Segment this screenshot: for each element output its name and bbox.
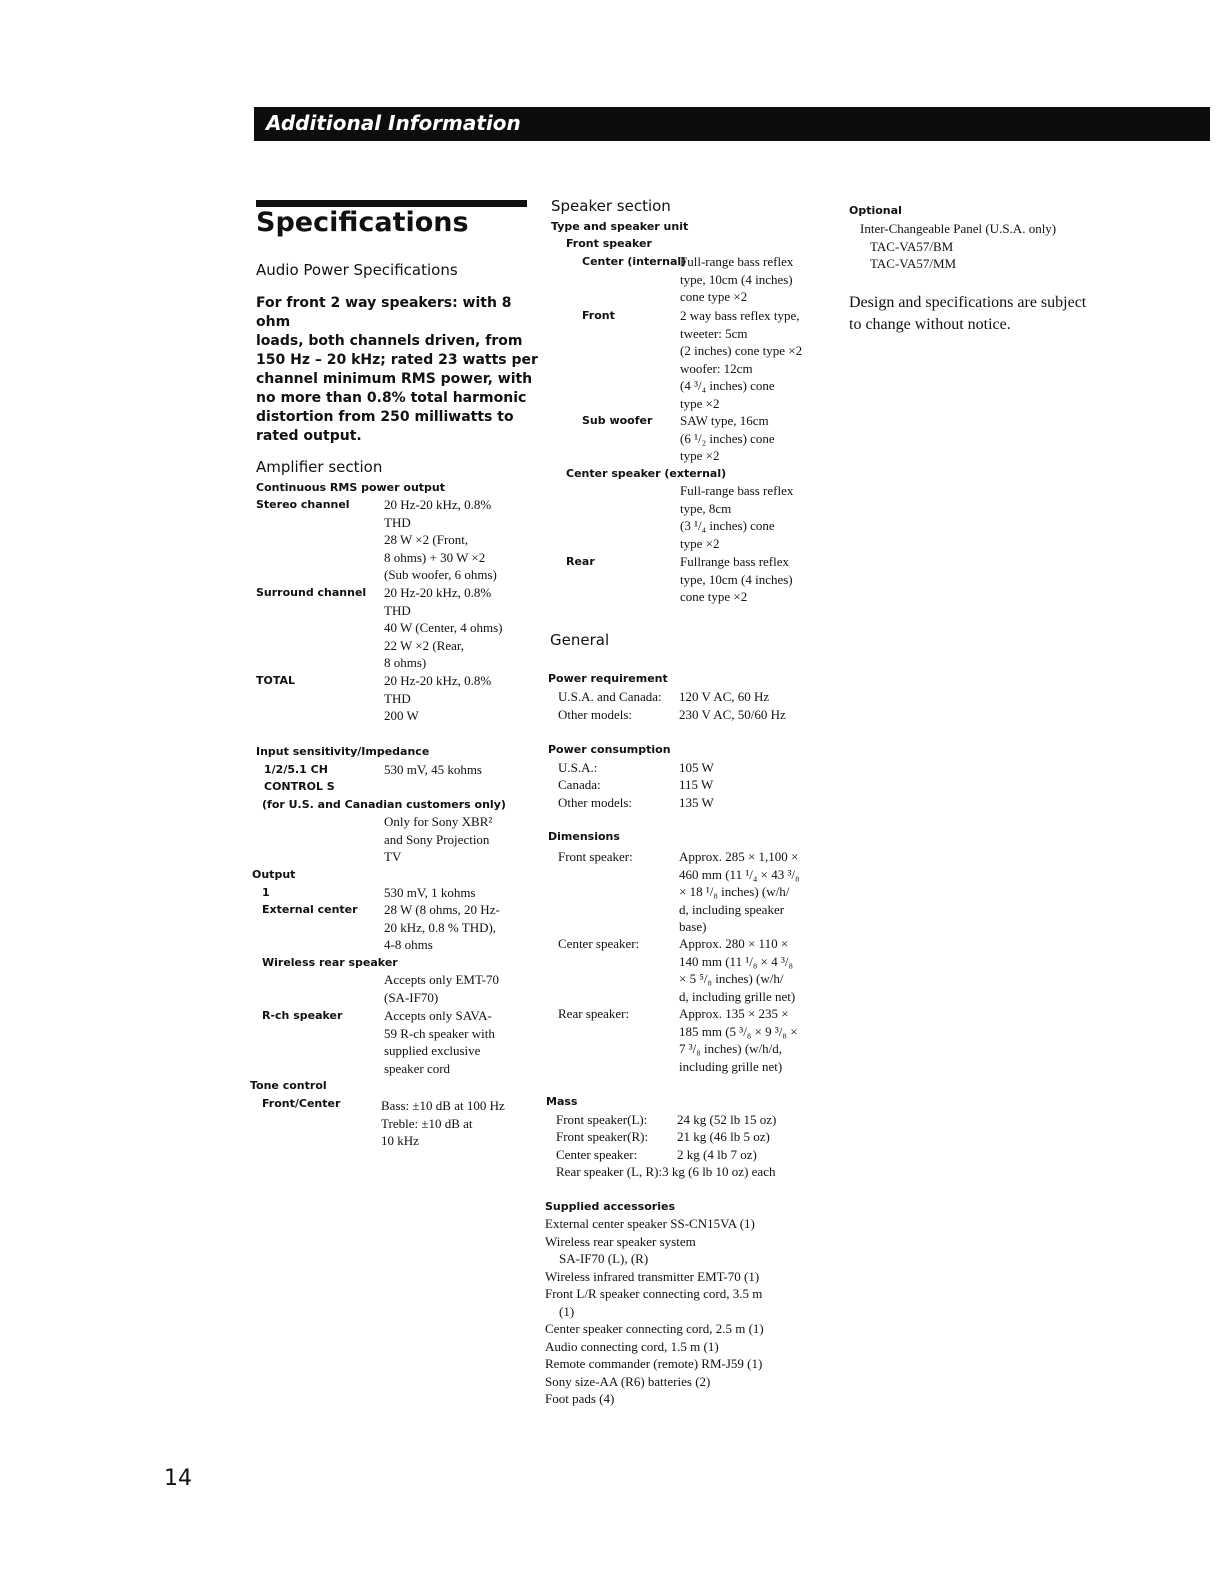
value-line: Full-range bass reflex bbox=[680, 254, 794, 269]
front-center-label: Front/Center bbox=[262, 1097, 341, 1110]
accessories-label: Supplied accessories bbox=[545, 1200, 675, 1213]
value-line: (SA-IF70) bbox=[384, 989, 439, 1005]
value-line: 7 ³/₈ inches) (w/h/d, bbox=[679, 1041, 783, 1056]
power-req-other-value: 230 V AC, 50/60 Hz bbox=[679, 707, 786, 722]
ch-label: 1/2/5.1 CH bbox=[264, 763, 328, 776]
mass-front-r-value: 21 kg (46 lb 5 oz) bbox=[677, 1129, 770, 1144]
tone-label: Tone control bbox=[250, 1079, 327, 1092]
title-rule bbox=[256, 200, 527, 207]
value-line: 4-8 ohms bbox=[384, 937, 433, 952]
value-line: 28 W ×2 (Front, bbox=[384, 532, 469, 547]
power-req-label: Power requirement bbox=[548, 672, 668, 685]
center-external-label: Center speaker (external) bbox=[566, 467, 727, 480]
mass-front-l-label: Front speaker(L): bbox=[556, 1112, 648, 1127]
dim-center-label: Center speaker: bbox=[558, 936, 640, 951]
audio-power-heading: Audio Power Specifications bbox=[256, 261, 458, 279]
value-line: d, including speaker bbox=[679, 901, 785, 917]
total-value bbox=[384, 672, 491, 725]
power-cons-usa-value: 105 W bbox=[679, 760, 714, 775]
control-label: CONTROL S bbox=[264, 780, 335, 793]
mass-rear: Rear speaker (L, R):3 kg (6 lb 10 oz) each bbox=[556, 1164, 776, 1179]
mass-front-l-value: 24 kg (52 lb 15 oz) bbox=[677, 1112, 777, 1127]
dim-rear-value bbox=[679, 1005, 798, 1075]
list-item: TAC-VA57/MM bbox=[870, 256, 957, 271]
value-line: woofer: 12cm bbox=[680, 360, 753, 376]
notice bbox=[849, 292, 1086, 336]
output-1-label: 1 bbox=[262, 886, 270, 899]
value-line: 28 W (8 ohms, 20 Hz- bbox=[384, 902, 500, 917]
notice-line: Design and specifications are subject bbox=[849, 294, 1087, 311]
output-1-value: 530 mV, 1 kohms bbox=[384, 885, 476, 900]
value-line: 460 mm (11 ¹/₄ × 43 ³/₈ bbox=[679, 866, 800, 882]
value-line: THD bbox=[384, 690, 411, 706]
rch-label: R-ch speaker bbox=[262, 1009, 343, 1022]
power-cons-usa-label: U.S.A.: bbox=[558, 760, 598, 775]
value-line: Accepts only SAVA- bbox=[384, 1008, 492, 1023]
power-req-other-label: Other models: bbox=[558, 707, 633, 722]
text-line: loads, both channels driven, from bbox=[256, 333, 523, 349]
value-line: 22 W ×2 (Rear, bbox=[384, 637, 464, 653]
value-line: 59 R-ch speaker with bbox=[384, 1025, 495, 1041]
optional-label: Optional bbox=[849, 204, 902, 217]
value-line: TV bbox=[384, 849, 402, 864]
section-banner bbox=[254, 107, 1210, 141]
mass-center-label: Center speaker: bbox=[556, 1147, 638, 1162]
stereo-label: Stereo channel bbox=[256, 498, 350, 511]
sub-woofer-value bbox=[680, 412, 775, 465]
value-line: type ×2 bbox=[680, 448, 720, 463]
value-line: 40 W (Center, 4 ohms) bbox=[384, 620, 503, 635]
text-line: 150 Hz – 20 kHz; rated 23 watts per bbox=[256, 352, 538, 368]
value-line: type, 8cm bbox=[680, 500, 732, 516]
power-req-us-label: U.S.A. and Canada: bbox=[558, 689, 662, 704]
power-cons-label: Power consumption bbox=[548, 743, 671, 756]
mass-label: Mass bbox=[546, 1095, 578, 1108]
list-item: Wireless rear speaker system bbox=[545, 1233, 696, 1249]
value-line: 8 ohms) + 30 W ×2 bbox=[384, 549, 486, 565]
center-internal-value bbox=[680, 253, 793, 306]
center-external-value bbox=[680, 482, 793, 552]
value-line: 2 way bass reflex type, bbox=[680, 308, 800, 323]
power-cons-other-value: 135 W bbox=[679, 795, 714, 810]
power-cons-other-label: Other models: bbox=[558, 795, 633, 810]
list-item: Foot pads (4) bbox=[545, 1391, 615, 1406]
continuous-label: Continuous RMS power output bbox=[256, 481, 446, 494]
value-line: type ×2 bbox=[680, 535, 720, 551]
front-speaker-label: Front speaker bbox=[566, 237, 652, 250]
ch-value: 530 mV, 45 kohms bbox=[384, 762, 482, 777]
type-label: Type and speaker unit bbox=[551, 220, 689, 233]
value-line: × 5 ⁵/₈ inches) (w/h/ bbox=[679, 971, 784, 986]
mass-front-r-label: Front speaker(R): bbox=[556, 1129, 649, 1144]
value-line: 8 ohms) bbox=[384, 655, 427, 670]
dimensions-label: Dimensions bbox=[548, 830, 620, 843]
notice-line: to change without notice. bbox=[849, 316, 1011, 333]
list-item: Sony size-AA (R6) batteries (2) bbox=[545, 1373, 711, 1389]
list-item: TAC-VA57/BM bbox=[870, 238, 954, 254]
text-line: distortion from 250 milliwatts to bbox=[256, 409, 514, 425]
output-label: Output bbox=[252, 868, 296, 881]
tone-value bbox=[381, 1097, 505, 1150]
surround-value bbox=[384, 584, 503, 672]
page-title: Specifications bbox=[256, 207, 469, 238]
value-line: base) bbox=[679, 919, 707, 934]
value-line: Fullrange bass reflex bbox=[680, 554, 790, 569]
wireless-label: Wireless rear speaker bbox=[262, 956, 398, 969]
value-line: 200 W bbox=[384, 708, 419, 723]
amplifier-heading: Amplifier section bbox=[256, 458, 383, 476]
power-cons-canada-label: Canada: bbox=[558, 777, 601, 792]
list-item: (1) bbox=[559, 1303, 575, 1319]
power-req-us-value: 120 V AC, 60 Hz bbox=[679, 689, 770, 704]
value-line: including grille net) bbox=[679, 1058, 783, 1074]
value-line: 20 Hz-20 kHz, 0.8% bbox=[384, 497, 492, 512]
center-internal-label: Center (internal) bbox=[582, 255, 687, 268]
text-line: rated output. bbox=[256, 428, 362, 444]
value-line: cone type ×2 bbox=[680, 289, 748, 304]
value-line: d, including grille net) bbox=[679, 988, 796, 1004]
mass-center-value: 2 kg (4 lb 7 oz) bbox=[677, 1147, 757, 1162]
value-line: SAW type, 16cm bbox=[680, 413, 769, 428]
value-line: (Sub woofer, 6 ohms) bbox=[384, 567, 497, 582]
value-line: Approx. 135 × 235 × bbox=[679, 1006, 789, 1021]
value-line: 140 mm (11 ¹/₈ × 4 ³/₈ bbox=[679, 953, 793, 969]
value-line: 20 kHz, 0.8 % THD), bbox=[384, 919, 497, 935]
value-line: 20 Hz-20 kHz, 0.8% bbox=[384, 673, 492, 688]
customers-label: (for U.S. and Canadian customers only) bbox=[262, 798, 506, 811]
value-line: THD bbox=[384, 602, 411, 618]
value-line: supplied exclusive bbox=[384, 1043, 481, 1058]
text-line: channel minimum RMS power, with bbox=[256, 371, 533, 387]
value-line: Bass: ±10 dB at 100 Hz bbox=[381, 1098, 505, 1113]
list-item: External center speaker SS-CN15VA (1) bbox=[545, 1216, 755, 1231]
value-line: Approx. 280 × 110 × bbox=[679, 936, 789, 951]
control-value bbox=[384, 813, 492, 866]
stereo-value bbox=[384, 496, 497, 584]
total-label: TOTAL bbox=[256, 674, 296, 687]
value-line: 20 Hz-20 kHz, 0.8% bbox=[384, 585, 492, 600]
value-line: (2 inches) cone type ×2 bbox=[680, 343, 803, 358]
list-item: Audio connecting cord, 1.5 m (1) bbox=[545, 1338, 719, 1354]
page-number: 14 bbox=[164, 1466, 192, 1491]
power-cons-canada-value: 115 W bbox=[679, 777, 714, 792]
optional-items bbox=[860, 220, 1056, 273]
value-line: type ×2 bbox=[680, 395, 720, 411]
rear-value bbox=[680, 553, 793, 606]
external-center-value bbox=[384, 901, 500, 954]
value-line: speaker cord bbox=[384, 1060, 451, 1076]
value-line: (3 ¹/₄ inches) cone bbox=[680, 518, 775, 533]
rear-label: Rear bbox=[566, 555, 595, 568]
value-line: type, 10cm (4 inches) bbox=[680, 571, 793, 587]
speaker-heading: Speaker section bbox=[551, 197, 671, 215]
general-heading: General bbox=[550, 631, 610, 649]
rch-value bbox=[384, 1007, 495, 1077]
list-item: Wireless infrared transmitter EMT-70 (1) bbox=[545, 1268, 760, 1284]
list-item: SA-IF70 (L), (R) bbox=[559, 1251, 649, 1266]
value-line: 185 mm (5 ³/₈ × 9 ³/₈ × bbox=[679, 1023, 798, 1039]
value-line: (6 ¹/₂ inches) cone bbox=[680, 430, 775, 446]
list-item: Inter-Changeable Panel (U.S.A. only) bbox=[860, 221, 1057, 236]
wireless-value bbox=[384, 971, 499, 1006]
dim-center-value bbox=[679, 935, 795, 1005]
accessories-list bbox=[545, 1215, 764, 1408]
text-line: no more than 0.8% total harmonic bbox=[256, 390, 527, 406]
banner-title: Additional Information bbox=[266, 111, 521, 135]
value-line: 10 kHz bbox=[381, 1133, 419, 1148]
value-line: type, 10cm (4 inches) bbox=[680, 271, 793, 287]
front-value bbox=[680, 307, 802, 412]
value-line: THD bbox=[384, 514, 411, 530]
value-line: Approx. 285 × 1,100 × bbox=[679, 849, 799, 864]
value-line: and Sony Projection bbox=[384, 831, 490, 847]
value-line: (4 ³/₄ inches) cone bbox=[680, 378, 775, 393]
external-center-label: External center bbox=[262, 903, 358, 916]
value-line: Full-range bass reflex bbox=[680, 483, 794, 498]
sub-woofer-label: Sub woofer bbox=[582, 414, 653, 427]
value-line: Treble: ±10 dB at bbox=[381, 1115, 473, 1131]
list-item: Remote commander (remote) RM-J59 (1) bbox=[545, 1356, 763, 1371]
surround-label: Surround channel bbox=[256, 586, 367, 599]
dim-front-value bbox=[679, 848, 800, 936]
input-label: Input sensitivity/Impedance bbox=[256, 745, 430, 758]
front-label: Front bbox=[582, 309, 615, 322]
value-line: × 18 ¹/₈ inches) (w/h/ bbox=[679, 884, 790, 899]
list-item: Front L/R speaker connecting cord, 3.5 m bbox=[545, 1286, 763, 1301]
text-line: For front 2 way speakers: with 8 ohm bbox=[256, 295, 512, 330]
value-line: cone type ×2 bbox=[680, 589, 748, 604]
value-line: Accepts only EMT-70 bbox=[384, 972, 500, 987]
audio-power-text bbox=[256, 294, 546, 446]
dim-rear-label: Rear speaker: bbox=[558, 1006, 630, 1021]
list-item: Center speaker connecting cord, 2.5 m (1) bbox=[545, 1321, 764, 1336]
value-line: tweeter: 5cm bbox=[680, 325, 748, 341]
value-line: Only for Sony XBR² bbox=[384, 814, 493, 829]
dim-front-label: Front speaker: bbox=[558, 849, 633, 864]
